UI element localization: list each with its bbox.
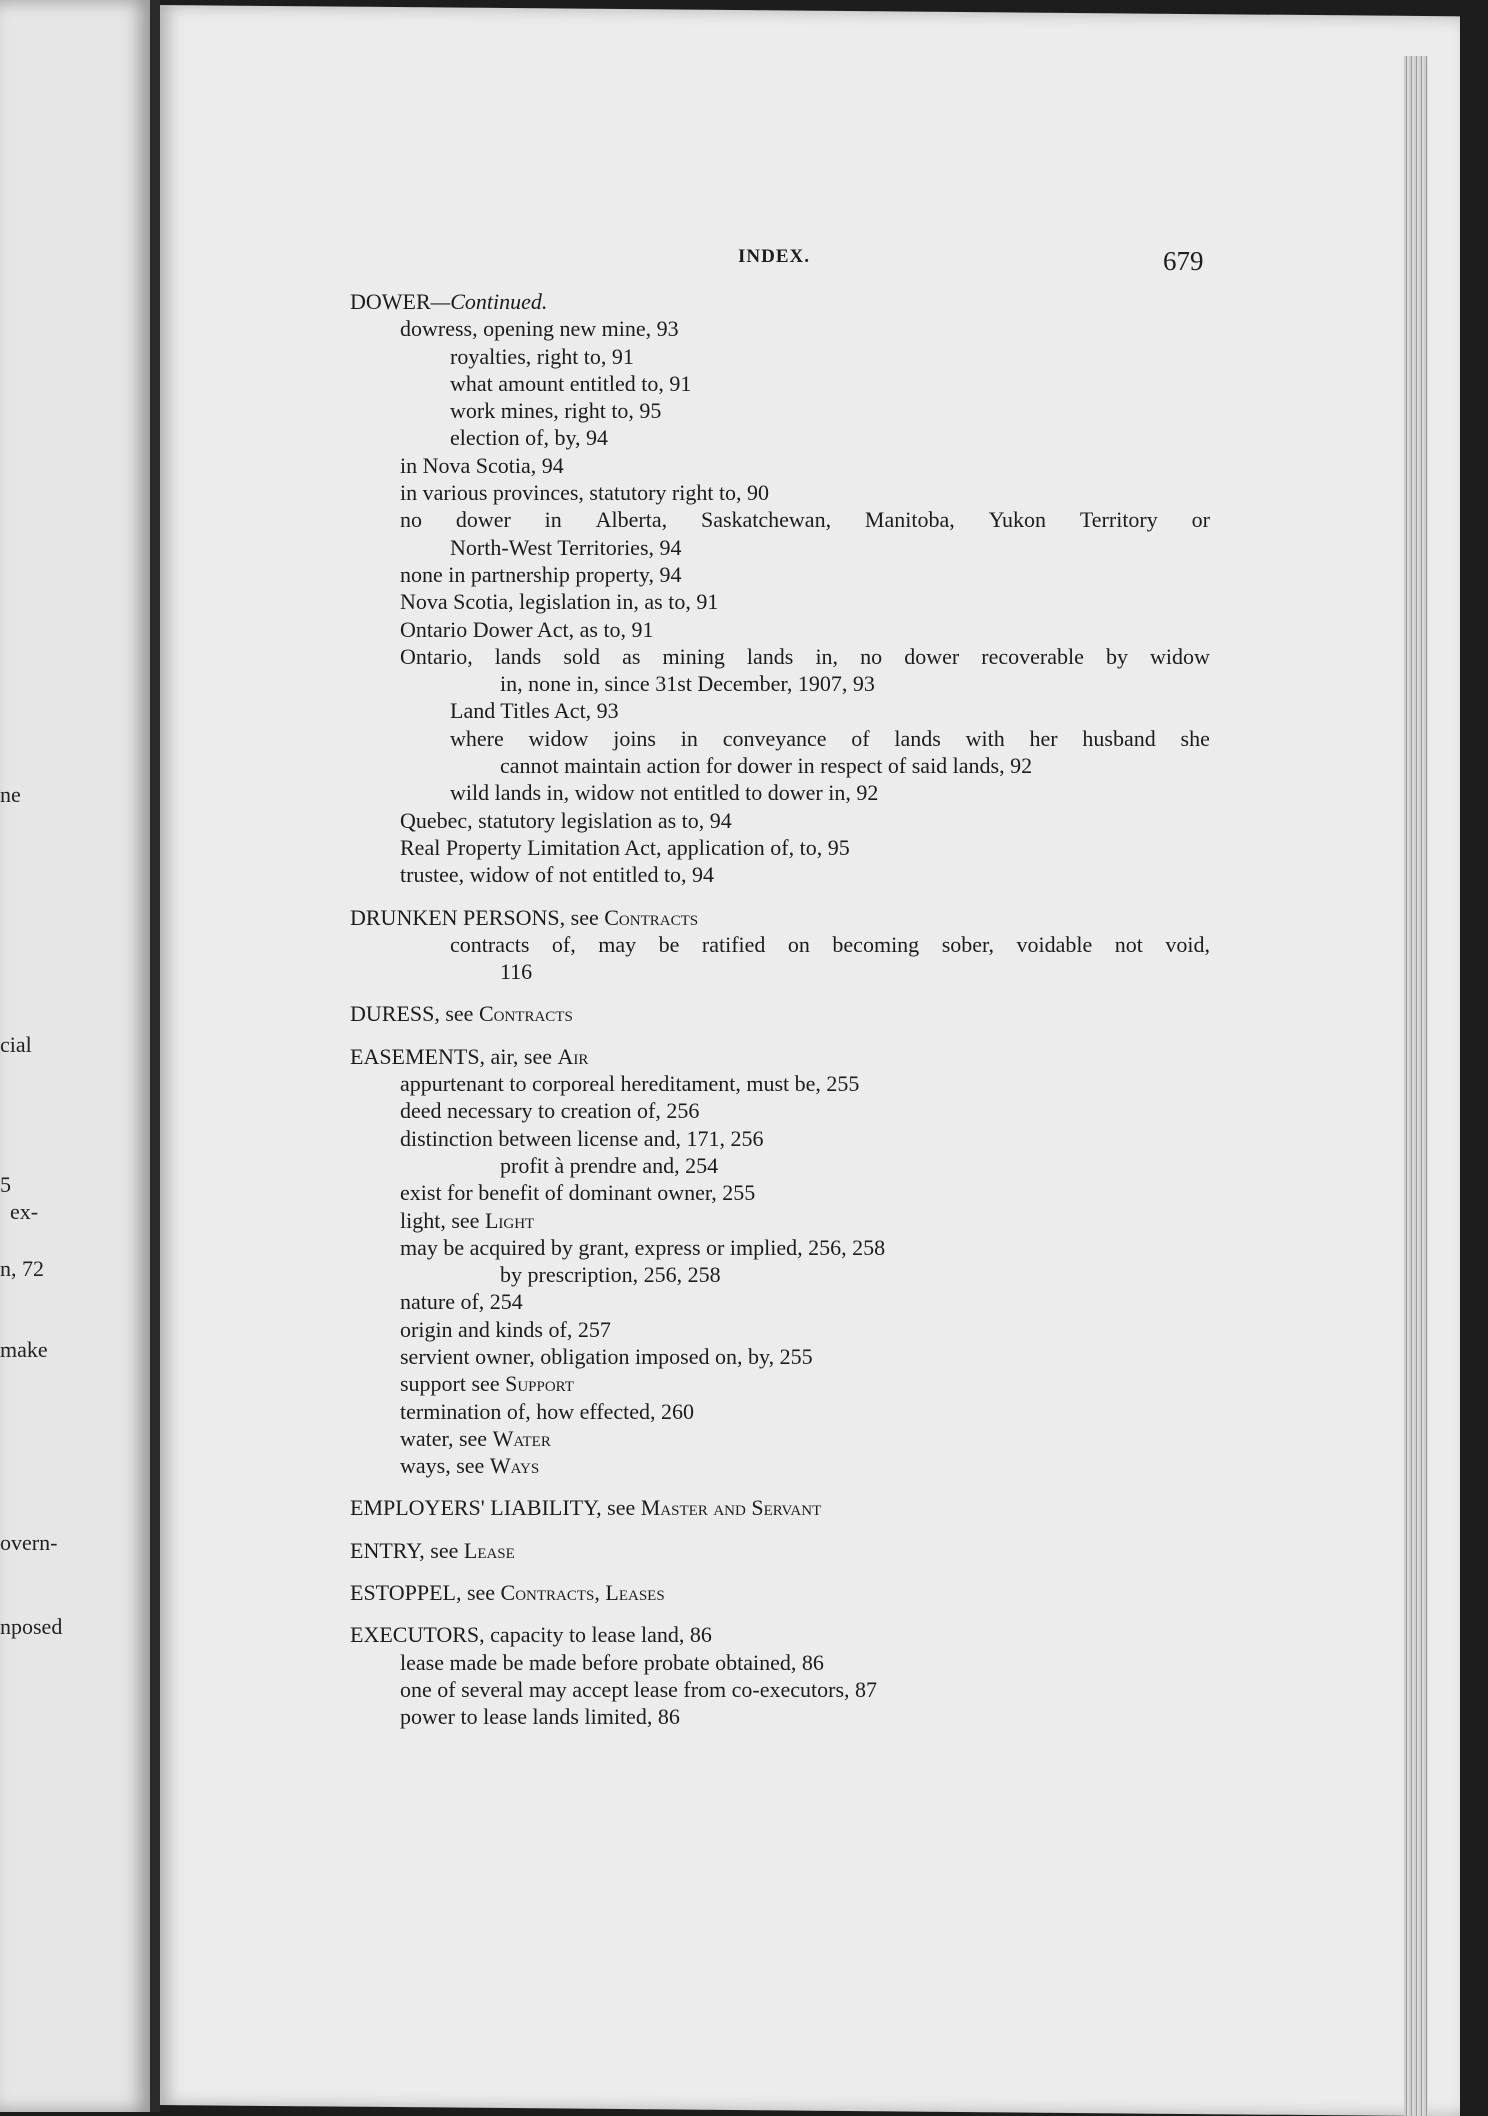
index-subentry xyxy=(350,616,1210,643)
subentry-word: Saskatchewan, xyxy=(700,507,832,533)
index-subentry xyxy=(350,315,1210,342)
subentry-text: Land Titles Act, 93 xyxy=(450,698,619,724)
subentry-word: conveyance xyxy=(722,725,827,751)
subentry-word: by xyxy=(1105,643,1128,669)
cross-reference: Contracts, Leases xyxy=(500,1580,665,1606)
cross-reference: Air xyxy=(557,1043,589,1069)
cross-reference: Master and Servant xyxy=(640,1495,822,1521)
heading-text: EASEMENTS, air, see xyxy=(350,1043,558,1069)
index-entry xyxy=(350,1579,1210,1606)
index-entry xyxy=(350,1043,1210,1480)
index-subentry xyxy=(350,931,1210,958)
subentry-word: sober, xyxy=(941,931,994,957)
index-subentry xyxy=(350,561,1210,588)
subentry-text: election of, by, 94 xyxy=(450,425,609,451)
index-subentry xyxy=(350,1207,1210,1234)
subentry-text: termination of, how effected, 260 xyxy=(400,1398,695,1424)
subentry-text: in various provinces, statutory right to, 90 xyxy=(400,480,770,506)
subentry-word: in, xyxy=(815,643,839,669)
subentry-word: widow xyxy=(528,725,589,751)
cross-reference: Light xyxy=(484,1207,535,1233)
index-subentry xyxy=(350,1676,1210,1703)
left-page-fragment: make xyxy=(0,1337,48,1362)
subentry-text: none in partnership property, 94 xyxy=(400,561,682,587)
subentry-word: not xyxy=(1114,931,1143,957)
heading-text: EMPLOYERS' LIABILITY, see xyxy=(350,1495,641,1521)
subentry-text: dowress, opening new mine, 93 xyxy=(400,316,679,342)
left-page-fragment: ex- xyxy=(10,1199,39,1224)
subentry-text: nature of, 254 xyxy=(400,1289,523,1315)
left-page-fragment: cial xyxy=(0,1032,32,1057)
heading-text: EXECUTORS, capacity to lease land, 86 xyxy=(350,1622,712,1648)
subentry-word: be xyxy=(658,931,680,957)
subentry-text: wild lands in, widow not entitled to dower in, 92 xyxy=(450,780,879,806)
entry-heading xyxy=(350,1043,1210,1070)
index-subentry xyxy=(350,752,1210,779)
subentry-text: origin and kinds of, 257 xyxy=(400,1316,611,1342)
index-subentry xyxy=(350,506,1210,533)
index-entry xyxy=(350,904,1210,986)
index-subentry xyxy=(350,1234,1210,1261)
subentry-text: Ontario Dower Act, as to, 91 xyxy=(400,616,654,642)
heading-text: DURESS, see xyxy=(350,1001,479,1027)
subentry-word: Territory xyxy=(1079,507,1158,533)
subentry-word: lands xyxy=(746,643,794,669)
subentry-text: Nova Scotia, legislation in, as to, 91 xyxy=(400,589,719,615)
subentry-word: of, xyxy=(551,931,576,957)
subentry-text: distinction between license and, 171, 256 xyxy=(400,1125,764,1151)
subentry-word: Alberta, xyxy=(595,507,668,533)
subentry-text: Real Property Limitation Act, application of, to, 95 xyxy=(400,834,850,860)
entry-heading xyxy=(350,1579,1210,1606)
left-page-fragment: ne xyxy=(0,782,21,807)
page-stack-edge xyxy=(1404,56,1428,2116)
subentry-word: on xyxy=(787,931,810,957)
subentry-word: sold xyxy=(563,643,600,669)
index-subentry xyxy=(350,643,1210,670)
cross-reference: Contracts xyxy=(478,1001,573,1027)
subentry-word: of xyxy=(851,725,870,751)
entry-heading xyxy=(350,288,1210,315)
subentry-word: recoverable xyxy=(981,643,1084,669)
index-subentry xyxy=(350,424,1210,451)
subentry-text: one of several may accept lease from co-executors, 87 xyxy=(400,1676,878,1702)
heading-continued: —Continued. xyxy=(430,289,548,314)
index-subentry xyxy=(350,1703,1210,1730)
left-page-fragment: nposed xyxy=(0,1614,63,1639)
left-page-fragment: overn- xyxy=(0,1530,58,1555)
subentry-word: she xyxy=(1180,725,1210,751)
subentry-text: lease made be made before probate obtained, 86 xyxy=(400,1649,824,1675)
cross-reference: Lease xyxy=(463,1537,515,1563)
index-entries xyxy=(350,288,1210,1746)
index-subentry xyxy=(350,452,1210,479)
subentry-word: where xyxy=(450,725,504,751)
page-number: 679 xyxy=(1163,246,1204,276)
previous-page-edge xyxy=(0,0,150,2112)
cross-reference: Support xyxy=(505,1371,574,1397)
index-entry xyxy=(350,1494,1210,1521)
subentry-word: in xyxy=(544,507,562,533)
subentry-word: lands xyxy=(894,725,941,751)
book-gutter xyxy=(150,0,160,2112)
subentry-text: water, see xyxy=(400,1425,493,1451)
index-subentry xyxy=(350,588,1210,615)
index-subentry xyxy=(350,1398,1210,1425)
index-subentry xyxy=(350,725,1210,752)
index-subentry xyxy=(350,1179,1210,1206)
index-subentry xyxy=(350,1288,1210,1315)
subentry-text: Quebec, statutory legislation as to, 94 xyxy=(400,807,732,833)
index-subentry xyxy=(350,1425,1210,1452)
index-subentry xyxy=(350,1097,1210,1124)
subentry-text: royalties, right to, 91 xyxy=(450,343,634,369)
index-subentry xyxy=(350,1125,1210,1152)
subentry-text: deed necessary to creation of, 256 xyxy=(400,1098,700,1124)
index-entry xyxy=(350,1537,1210,1564)
subentry-word: with xyxy=(965,725,1005,751)
subentry-text: work mines, right to, 95 xyxy=(450,398,662,424)
index-subentry xyxy=(350,779,1210,806)
index-subentry xyxy=(350,370,1210,397)
subentry-word: Ontario, xyxy=(400,643,473,669)
heading-text: DOWER xyxy=(350,289,431,314)
subentry-word: may xyxy=(598,931,637,957)
index-subentry xyxy=(350,834,1210,861)
subentry-text: in Nova Scotia, 94 xyxy=(400,452,564,478)
heading-text: DRUNKEN PERSONS, see xyxy=(350,904,605,930)
subentry-word: her xyxy=(1029,725,1058,751)
index-subentry xyxy=(350,1152,1210,1179)
index-subentry xyxy=(350,397,1210,424)
subentry-word: contracts xyxy=(450,931,530,957)
entry-heading xyxy=(350,1000,1210,1027)
cross-reference: Water xyxy=(492,1425,551,1451)
index-subentry xyxy=(350,697,1210,724)
index-subentry xyxy=(350,534,1210,561)
index-entry xyxy=(350,1621,1210,1730)
index-entry xyxy=(350,1000,1210,1027)
subentry-text: 116 xyxy=(500,959,533,985)
entry-heading xyxy=(350,1537,1210,1564)
subentry-word: no xyxy=(860,643,883,669)
subentry-text: light, see xyxy=(400,1207,485,1233)
subentry-text: exist for benefit of dominant owner, 255 xyxy=(400,1180,756,1206)
subentry-text: North-West Territories, 94 xyxy=(450,534,682,560)
subentry-word: husband xyxy=(1082,725,1156,751)
index-subentry xyxy=(350,1649,1210,1676)
subentry-word: voidable xyxy=(1016,931,1093,957)
subentry-word: becoming xyxy=(832,931,920,957)
subentry-text: power to lease lands limited, 86 xyxy=(400,1704,680,1730)
subentry-word: no xyxy=(400,507,422,533)
subentry-text: servient owner, obligation imposed on, by, 255 xyxy=(400,1343,813,1369)
subentry-word: or xyxy=(1191,507,1210,533)
subentry-word: dower xyxy=(455,507,511,533)
index-subentry xyxy=(350,479,1210,506)
index-subentry xyxy=(350,670,1210,697)
subentry-word: Yukon xyxy=(988,507,1047,533)
subentry-text: what amount entitled to, 91 xyxy=(450,370,692,396)
cross-reference: Contracts xyxy=(604,904,699,930)
subentry-text: support see xyxy=(400,1371,506,1397)
index-subentry xyxy=(350,343,1210,370)
left-page-fragment: 5 xyxy=(0,1172,11,1197)
index-subentry xyxy=(350,1452,1210,1479)
heading-text: ENTRY, see xyxy=(350,1537,464,1563)
left-page-fragment: n, 72 xyxy=(0,1256,44,1281)
subentry-word: lands xyxy=(494,643,542,669)
subentry-text: trustee, widow of not entitled to, 94 xyxy=(400,862,715,888)
subentry-word: in xyxy=(680,725,698,751)
subentry-text: profit à prendre and, 254 xyxy=(500,1152,719,1178)
index-subentry xyxy=(350,958,1210,985)
entry-heading xyxy=(350,1621,1210,1648)
subentry-text: in, none in, since 31st December, 1907, 93 xyxy=(500,671,875,697)
subentry-word: as xyxy=(622,643,641,669)
index-subentry xyxy=(350,1261,1210,1288)
subentry-text: cannot maintain action for dower in respect of said lands, 92 xyxy=(500,753,1033,779)
subentry-word: void, xyxy=(1165,931,1210,957)
cross-reference: Ways xyxy=(489,1453,540,1479)
index-subentry xyxy=(350,1343,1210,1370)
index-subentry xyxy=(350,807,1210,834)
subentry-word: dower xyxy=(904,643,960,669)
subentry-word: widow xyxy=(1150,643,1210,669)
entry-heading xyxy=(350,904,1210,931)
index-subentry xyxy=(350,1316,1210,1343)
subentry-word: joins xyxy=(613,725,656,751)
index-subentry xyxy=(350,1070,1210,1097)
subentry-text: appurtenant to corporeal hereditament, must be, 255 xyxy=(400,1071,860,1097)
subentry-text: by prescription, 256, 258 xyxy=(500,1262,721,1288)
subentry-word: Manitoba, xyxy=(864,507,955,533)
index-entry xyxy=(350,288,1210,889)
entry-heading xyxy=(350,1494,1210,1521)
index-subentry xyxy=(350,861,1210,888)
subentry-text: may be acquired by grant, express or implied, 256, 258 xyxy=(400,1234,886,1260)
subentry-text: ways, see xyxy=(400,1453,490,1479)
index-subentry xyxy=(350,1370,1210,1397)
subentry-word: ratified xyxy=(701,931,766,957)
running-head: INDEX. xyxy=(738,246,810,267)
heading-text: ESTOPPEL, see xyxy=(350,1580,501,1606)
subentry-word: mining xyxy=(662,643,725,669)
